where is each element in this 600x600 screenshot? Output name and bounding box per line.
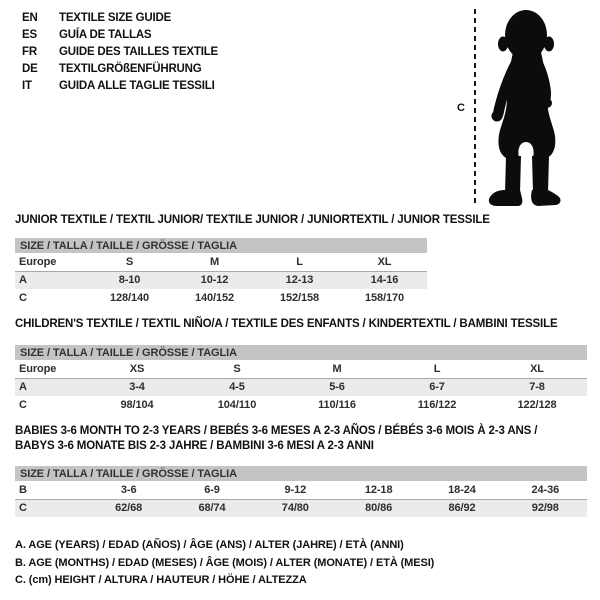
babies-size-table <box>15 466 587 517</box>
row-label: Europe <box>15 360 87 378</box>
table-row <box>15 253 427 271</box>
language-title-list <box>22 9 218 94</box>
row-label: C <box>15 499 87 517</box>
row-label: A <box>15 271 87 289</box>
language-title: GUÍA DE TALLAS <box>59 28 152 41</box>
table-cell: 4-5 <box>187 378 287 396</box>
table-cell: S <box>87 253 172 271</box>
legend-line-a: A. AGE (YEARS) / EDAD (AÑOS) / ÂGE (ANS) / ALTER (JAHRE) / ETÀ (ANNI) <box>15 539 404 551</box>
table-cell: L <box>387 360 487 378</box>
language-code: ES <box>22 28 37 41</box>
table-cell: 116/122 <box>417 399 457 411</box>
table-cell: 3-4 <box>87 378 187 396</box>
table-cell: 6-7 <box>387 378 487 396</box>
junior-size-table <box>15 238 427 307</box>
table-cell: 122/128 <box>517 399 557 411</box>
table-row <box>15 289 427 307</box>
table-cell: 92/98 <box>504 499 587 517</box>
table-row <box>15 378 587 396</box>
table-cell: 3-6 <box>87 481 170 499</box>
babies-title-line1: BABIES 3-6 MONTH TO 2-3 YEARS / BEBÉS 3-6 MESES A 2-3 AÑOS / BÉBÉS 3-6 MOIS À 2-3 ANS / <box>15 425 538 437</box>
row-label: C <box>19 399 27 411</box>
table-cell: 24-36 <box>504 481 587 499</box>
table-cell: XL <box>342 253 427 271</box>
table-row <box>15 271 427 289</box>
legend-line-c: C. (cm) HEIGHT / ALTURA / HAUTEUR / HÖHE / ALTEZZA <box>15 574 307 586</box>
table-cell: L <box>257 253 342 271</box>
table-row <box>15 481 587 499</box>
language-title: TEXTILE SIZE GUIDE <box>59 11 172 24</box>
junior-table-title: JUNIOR TEXTILE / TEXTIL JUNIOR/ TEXTILE JUNIOR / JUNIORTEXTIL / JUNIOR TESSILE <box>15 214 490 226</box>
language-code: IT <box>22 79 32 92</box>
babies-table-title <box>15 424 537 454</box>
table-cell: 104/110 <box>217 399 257 411</box>
table-cell: 12-13 <box>257 271 342 289</box>
table-cell: 68/74 <box>170 499 253 517</box>
size-header-row <box>15 238 427 253</box>
height-marker-label: C <box>457 102 465 114</box>
table-cell: 6-9 <box>170 481 253 499</box>
table-cell: S <box>187 360 287 378</box>
language-code: DE <box>22 62 38 75</box>
table-cell: 7-8 <box>487 378 587 396</box>
language-row <box>22 43 218 60</box>
table-cell: XS <box>87 360 187 378</box>
toddler-silhouette-icon <box>486 6 576 208</box>
language-code: FR <box>22 45 37 58</box>
language-row <box>22 77 218 94</box>
table-cell: 152/158 <box>279 292 320 304</box>
children-size-table <box>15 345 587 414</box>
size-header-row <box>15 345 587 360</box>
table-cell: 74/80 <box>254 499 337 517</box>
size-header-row <box>15 466 587 481</box>
language-row <box>22 60 218 77</box>
language-title: GUIDA ALLE TAGLIE TESSILI <box>59 79 215 92</box>
table-cell: M <box>287 360 387 378</box>
measurement-legend <box>15 537 434 590</box>
language-title: GUIDE DES TAILLES TEXTILE <box>59 45 218 58</box>
row-label: C <box>19 292 27 304</box>
table-cell: 14-16 <box>342 271 427 289</box>
table-cell: XL <box>487 360 587 378</box>
size-header-cell: SIZE / TALLA / TAILLE / GRÖSSE / TAGLIA <box>15 345 587 360</box>
table-cell: M <box>172 253 257 271</box>
babies-title-line2: BABYS 3-6 MONATE BIS 2-3 JAHRE / BAMBINI 3-6 MESI A 2-3 ANNI <box>15 440 374 452</box>
table-row <box>15 499 587 517</box>
table-cell: 9-12 <box>254 481 337 499</box>
language-row <box>22 26 218 43</box>
table-row <box>15 360 587 378</box>
table-cell: 158/170 <box>364 292 405 304</box>
table-cell: 110/116 <box>318 399 356 411</box>
table-cell: 80/86 <box>337 499 420 517</box>
table-cell: 140/152 <box>194 292 235 304</box>
height-dashed-line <box>474 9 476 207</box>
table-cell: 86/92 <box>420 499 503 517</box>
table-row <box>15 396 587 414</box>
table-cell: 5-6 <box>287 378 387 396</box>
table-cell: 8-10 <box>87 271 172 289</box>
row-label: B <box>15 481 87 499</box>
row-label: A <box>15 378 87 396</box>
table-cell: 10-12 <box>172 271 257 289</box>
table-cell: 18-24 <box>420 481 503 499</box>
size-header-cell: SIZE / TALLA / TAILLE / GRÖSSE / TAGLIA <box>15 466 587 481</box>
language-code: EN <box>22 11 38 24</box>
height-figure <box>450 0 600 212</box>
language-title: TEXTILGRÖßENFÜHRUNG <box>59 62 202 75</box>
table-cell: 98/104 <box>120 399 154 411</box>
table-cell: 128/140 <box>109 292 150 304</box>
size-header-cell: SIZE / TALLA / TAILLE / GRÖSSE / TAGLIA <box>15 238 427 253</box>
table-cell: 12-18 <box>337 481 420 499</box>
language-row <box>22 9 218 26</box>
row-label: Europe <box>15 253 87 271</box>
legend-line-b: B. AGE (MONTHS) / EDAD (MESES) / ÂGE (MOIS) / ALTER (MONATE) / ETÀ (MESI) <box>15 556 435 569</box>
children-table-title: CHILDREN'S TEXTILE / TEXTIL NIÑO/A / TEXTILE DES ENFANTS / KINDERTEXTIL / BAMBINI TESSILE <box>15 318 558 330</box>
table-cell: 62/68 <box>87 499 170 517</box>
